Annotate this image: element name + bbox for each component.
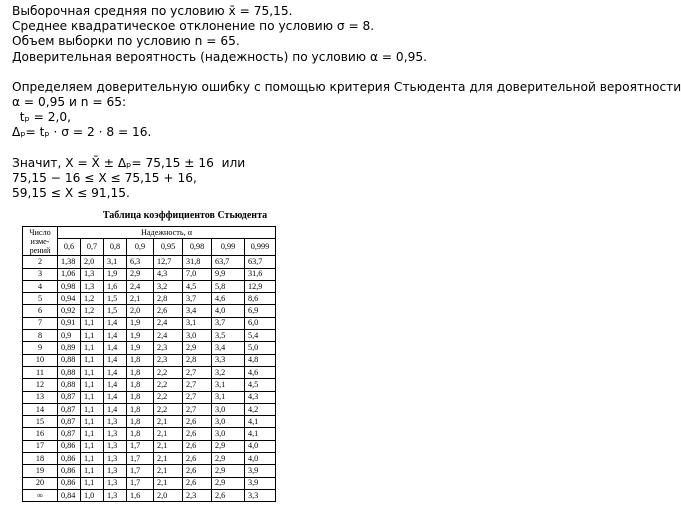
coefficient-cell: 1,9: [127, 342, 154, 354]
coefficient-cell: 3,0: [212, 403, 245, 415]
table-row: [23, 354, 276, 366]
coefficient-cell: 4,8: [245, 354, 276, 366]
text-line: tₚ = 2,0,: [12, 110, 71, 125]
table-row: [23, 403, 276, 415]
coefficient-cell: 9,9: [212, 268, 245, 280]
table-row: [23, 465, 276, 477]
table-row: [23, 477, 276, 489]
coefficient-cell: 0,88: [58, 366, 81, 378]
text-line: Объем выборки по условию n = 65.: [12, 34, 240, 49]
coefficient-cell: 2,7: [183, 379, 212, 391]
coefficient-cell: 63,7: [212, 256, 245, 268]
coefficient-cell: 4,0: [245, 453, 276, 465]
table-row: [23, 342, 276, 354]
coefficient-cell: 2,9: [212, 477, 245, 489]
coefficient-cell: 1,3: [104, 489, 127, 501]
coefficient-cell: 1,6: [127, 489, 154, 501]
coefficient-cell: 1,4: [104, 342, 127, 354]
coefficient-cell: 4,1: [245, 416, 276, 428]
coefficient-cell: 2,1: [154, 453, 183, 465]
coefficient-cell: 1,4: [104, 354, 127, 366]
coefficient-cell: 1,2: [81, 305, 104, 317]
sample-size-cell: 16: [23, 428, 58, 440]
column-header: 0,98: [183, 239, 212, 256]
coefficient-cell: 3,7: [183, 293, 212, 305]
spacer: [12, 141, 596, 156]
coefficient-cell: 3,0: [183, 330, 212, 342]
table-row: [23, 366, 276, 378]
coefficient-cell: 1,8: [127, 379, 154, 391]
coefficient-cell: 0,98: [58, 280, 81, 292]
coefficient-cell: 1,3: [81, 280, 104, 292]
coefficient-cell: 0,94: [58, 293, 81, 305]
coefficient-cell: 0,88: [58, 379, 81, 391]
coefficient-cell: 6,3: [127, 256, 154, 268]
coefficient-cell: 31,6: [245, 268, 276, 280]
sample-size-cell: 9: [23, 342, 58, 354]
coefficient-cell: 4,5: [183, 280, 212, 292]
coefficient-cell: 1,3: [81, 268, 104, 280]
coefficient-cell: 4,0: [212, 305, 245, 317]
student-coefficients-table: [22, 226, 276, 502]
coefficient-cell: 2,9: [212, 440, 245, 452]
table-row: [23, 453, 276, 465]
coefficient-cell: 2,2: [154, 366, 183, 378]
coefficient-cell: 1,5: [104, 305, 127, 317]
coefficient-cell: 1,3: [104, 416, 127, 428]
coefficient-cell: 2,7: [183, 366, 212, 378]
coefficient-cell: 1,1: [81, 403, 104, 415]
coefficient-cell: 1,3: [104, 428, 127, 440]
table-title: Таблица коэффициентов Стьюдента: [102, 210, 268, 221]
coefficient-cell: 3,5: [212, 330, 245, 342]
coefficient-cell: 4,6: [245, 366, 276, 378]
coefficient-cell: 2,1: [154, 477, 183, 489]
coefficient-cell: 0,89: [58, 342, 81, 354]
coefficient-cell: 4,3: [154, 268, 183, 280]
coefficient-cell: 3,3: [212, 354, 245, 366]
coefficient-cell: 1,1: [81, 342, 104, 354]
coefficient-cell: 2,0: [154, 489, 183, 501]
coefficient-cell: 2,6: [183, 440, 212, 452]
coefficient-cell: 1,6: [104, 280, 127, 292]
coefficient-cell: 1,9: [127, 317, 154, 329]
table-row: [23, 440, 276, 452]
coefficient-cell: 2,9: [183, 342, 212, 354]
coefficient-cell: 0,92: [58, 305, 81, 317]
coefficient-cell: 1,8: [127, 391, 154, 403]
coefficient-cell: 2,1: [127, 293, 154, 305]
coefficient-cell: 1,1: [81, 354, 104, 366]
text-line: 75,15 − 16 ≤ X ≤ 75,15 + 16,: [12, 170, 197, 185]
column-header: 0,9: [127, 239, 154, 256]
sample-size-cell: 13: [23, 391, 58, 403]
coefficient-cell: 2,1: [154, 465, 183, 477]
coefficient-cell: 2,1: [154, 428, 183, 440]
coefficient-cell: 12,7: [154, 256, 183, 268]
coefficient-cell: 1,1: [81, 391, 104, 403]
coefficient-cell: 1,1: [81, 416, 104, 428]
coefficient-cell: 2,4: [154, 330, 183, 342]
coefficient-cell: 1,7: [127, 440, 154, 452]
coefficient-cell: 0,86: [58, 440, 81, 452]
column-header: 0,7: [81, 239, 104, 256]
coefficient-cell: 1,4: [104, 366, 127, 378]
coefficient-cell: 1,2: [81, 293, 104, 305]
coefficient-cell: 2,6: [183, 465, 212, 477]
coefficient-cell: 3,4: [212, 342, 245, 354]
row-header-line: Число: [29, 227, 51, 237]
table-row: [23, 280, 276, 292]
coefficient-cell: 0,91: [58, 317, 81, 329]
sample-size-cell: 2: [23, 256, 58, 268]
coefficient-cell: 1,4: [104, 403, 127, 415]
coefficient-cell: 1,1: [81, 428, 104, 440]
coefficient-cell: 0,9: [58, 330, 81, 342]
text-line: Выборочная средняя по условию x̄ = 75,15.: [12, 4, 293, 18]
coefficient-cell: 2,6: [183, 453, 212, 465]
coefficient-cell: 1,9: [104, 268, 127, 280]
coefficient-cell: 2,6: [183, 416, 212, 428]
coefficient-cell: 1,8: [127, 366, 154, 378]
coefficient-cell: 2,1: [154, 416, 183, 428]
coefficient-cell: 2,2: [154, 403, 183, 415]
sample-size-cell: 3: [23, 268, 58, 280]
coefficient-cell: 3,3: [245, 489, 276, 501]
text-line: Значит, X = X̄ ± Δₚ= 75,15 ± 16 или: [12, 155, 246, 170]
table-row: [23, 268, 276, 280]
coefficient-cell: 3,9: [245, 465, 276, 477]
coefficient-cell: 1,4: [104, 379, 127, 391]
coefficient-cell: 2,3: [154, 342, 183, 354]
coefficient-cell: 0,87: [58, 403, 81, 415]
coefficient-cell: 1,1: [81, 366, 104, 378]
coefficient-cell: 2,2: [154, 379, 183, 391]
coefficient-cell: 0,84: [58, 489, 81, 501]
sample-size-cell: 11: [23, 366, 58, 378]
coefficient-cell: 2,7: [183, 391, 212, 403]
coefficient-cell: 0,88: [58, 354, 81, 366]
coefficient-cell: 3,1: [104, 256, 127, 268]
coefficient-cell: 12,9: [245, 280, 276, 292]
coefficient-cell: 8,6: [245, 293, 276, 305]
coefficient-cell: 3,7: [212, 317, 245, 329]
sample-size-cell: 14: [23, 403, 58, 415]
coefficient-cell: 1,3: [104, 477, 127, 489]
coefficient-cell: 3,1: [212, 391, 245, 403]
coefficient-cell: 2,4: [154, 317, 183, 329]
coefficient-cell: 2,2: [154, 391, 183, 403]
coefficient-cell: 3,0: [212, 416, 245, 428]
coefficient-cell: 1,7: [127, 477, 154, 489]
coefficient-cell: 4,3: [245, 391, 276, 403]
row-header-cell: [23, 227, 58, 256]
coefficient-cell: 5,4: [245, 330, 276, 342]
coefficient-cell: 4,0: [245, 440, 276, 452]
column-header: 0,999: [245, 239, 276, 256]
coefficient-cell: 2,9: [212, 453, 245, 465]
table-row: [23, 305, 276, 317]
coefficient-cell: 2,6: [154, 305, 183, 317]
coefficient-cell: 3,9: [245, 477, 276, 489]
text-line: Среднее квадратическое отклонение по условию σ = 8.: [12, 19, 375, 34]
coefficient-cell: 2,3: [183, 489, 212, 501]
coefficient-cell: 3,0: [212, 428, 245, 440]
coefficient-cell: 1,3: [104, 453, 127, 465]
table-row: [23, 428, 276, 440]
coefficient-cell: 2,9: [127, 268, 154, 280]
coefficient-cell: 2,8: [154, 293, 183, 305]
coefficient-cell: 1,1: [81, 477, 104, 489]
sample-size-cell: 8: [23, 330, 58, 342]
table-row: [23, 293, 276, 305]
coefficient-cell: 3,1: [212, 379, 245, 391]
coefficient-cell: 2,3: [154, 354, 183, 366]
coefficient-cell: 1,8: [127, 428, 154, 440]
coefficient-cell: 0,86: [58, 465, 81, 477]
coefficient-cell: 4,6: [212, 293, 245, 305]
coefficient-cell: 0,86: [58, 477, 81, 489]
coefficient-cell: 0,87: [58, 391, 81, 403]
sample-size-cell: 19: [23, 465, 58, 477]
coefficient-cell: 4,1: [245, 428, 276, 440]
coefficient-cell: 2,6: [183, 428, 212, 440]
coefficient-cell: 4,2: [245, 403, 276, 415]
coefficient-cell: 1,8: [127, 403, 154, 415]
coefficient-cell: 1,7: [127, 465, 154, 477]
row-header-line: рений: [29, 245, 51, 255]
table-row: [23, 256, 276, 268]
coefficient-cell: 2,4: [127, 280, 154, 292]
sample-size-cell: 7: [23, 317, 58, 329]
table-row: [23, 416, 276, 428]
coefficient-cell: 2,7: [183, 403, 212, 415]
coefficient-cell: 63,7: [245, 256, 276, 268]
coefficient-cell: 1,8: [127, 354, 154, 366]
text-line: Доверительная вероятность (надежность) по условию α = 0,95.: [12, 49, 427, 64]
coefficient-cell: 1,4: [104, 330, 127, 342]
reliability-header: Надежность, α: [58, 227, 276, 239]
coefficient-cell: 1,4: [104, 391, 127, 403]
coefficient-cell: 1,8: [127, 416, 154, 428]
coefficient-cell: 7,0: [183, 268, 212, 280]
sample-size-cell: 15: [23, 416, 58, 428]
table-row: [23, 317, 276, 329]
text-line: 59,15 ≤ X ≤ 91,15.: [12, 186, 130, 201]
coefficient-cell: 2,0: [81, 256, 104, 268]
sample-size-cell: 5: [23, 293, 58, 305]
coefficient-cell: 1,1: [81, 317, 104, 329]
coefficient-cell: 1,7: [127, 453, 154, 465]
sample-size-cell: 17: [23, 440, 58, 452]
sample-size-cell: 18: [23, 453, 58, 465]
row-header-line: изме-: [30, 236, 50, 246]
column-header: 0,99: [212, 239, 245, 256]
column-header: 0,95: [154, 239, 183, 256]
coefficient-cell: 3,1: [183, 317, 212, 329]
table-row: [23, 379, 276, 391]
coefficient-cell: 2,6: [183, 477, 212, 489]
coefficient-cell: 1,9: [127, 330, 154, 342]
table-row: [23, 489, 276, 501]
column-header: 0,6: [58, 239, 81, 256]
coefficient-cell: 2,8: [183, 354, 212, 366]
coefficient-cell: 3,2: [212, 366, 245, 378]
text-line: α = 0,95 и n = 65:: [12, 95, 127, 110]
coefficient-cell: 0,87: [58, 428, 81, 440]
coefficient-cell: 3,4: [183, 305, 212, 317]
coefficient-cell: 1,1: [81, 453, 104, 465]
coefficient-cell: 1,1: [81, 465, 104, 477]
sample-size-cell: 4: [23, 280, 58, 292]
coefficient-cell: 1,4: [104, 317, 127, 329]
coefficient-cell: 6,0: [245, 317, 276, 329]
coefficient-cell: 2,1: [154, 440, 183, 452]
coefficient-cell: 1,1: [81, 440, 104, 452]
table-row: [23, 391, 276, 403]
solution-text: [12, 4, 681, 201]
coefficient-cell: 0,86: [58, 453, 81, 465]
coefficient-cell: 2,6: [212, 489, 245, 501]
coefficient-cell: 5,0: [245, 342, 276, 354]
coefficient-cell: 1,06: [58, 268, 81, 280]
coefficient-cell: 1,1: [81, 379, 104, 391]
coefficient-cell: 4,5: [245, 379, 276, 391]
coefficient-cell: 1,1: [81, 330, 104, 342]
sample-size-cell: 6: [23, 305, 58, 317]
column-header: 0,8: [104, 239, 127, 256]
coefficient-cell: 5,8: [212, 280, 245, 292]
text-line: Δₚ= tₚ · σ = 2 · 8 = 16.: [12, 125, 152, 140]
coefficient-cell: 1,5: [104, 293, 127, 305]
coefficient-cell: 1,3: [104, 440, 127, 452]
coefficient-cell: 2,9: [212, 465, 245, 477]
table-row: [23, 330, 276, 342]
sample-size-cell: 20: [23, 477, 58, 489]
coefficient-cell: 1,0: [81, 489, 104, 501]
coefficient-cell: 2,0: [127, 305, 154, 317]
sample-size-cell: 10: [23, 354, 58, 366]
coefficient-cell: 6,9: [245, 305, 276, 317]
coefficient-cell: 1,38: [58, 256, 81, 268]
coefficient-cell: 1,3: [104, 465, 127, 477]
text-line: Определяем доверительную ошибку с помощью критерия Стьюдента для доверительной вероятности: [12, 79, 681, 94]
coefficient-cell: 31,8: [183, 256, 212, 268]
spacer: [12, 65, 596, 80]
sample-size-cell: 12: [23, 379, 58, 391]
coefficient-cell: 3,2: [154, 280, 183, 292]
coefficient-cell: 0,87: [58, 416, 81, 428]
sample-size-cell: ∞: [23, 489, 58, 501]
